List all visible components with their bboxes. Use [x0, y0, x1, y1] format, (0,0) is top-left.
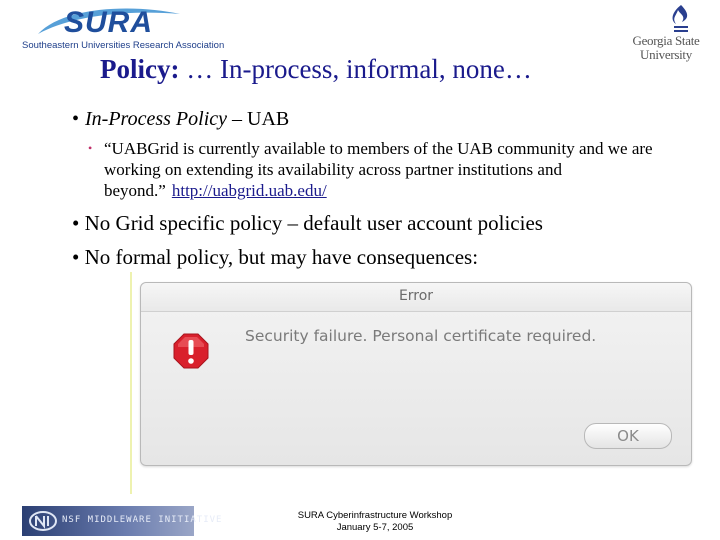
bullet-in-process-italic: In-Process Policy	[85, 108, 227, 130]
bullet-dot: •	[72, 108, 80, 130]
bullet-no-grid-policy-text: No Grid specific policy – default user account policies	[84, 211, 543, 235]
slide-title-rest: … In-process, informal, none…	[179, 54, 532, 84]
dialog-message: Security failure. Personal certificate required.	[245, 327, 597, 345]
decorative-vertical-line	[130, 272, 132, 494]
bullet-in-process	[72, 106, 702, 132]
sura-subtitle: Southeastern Universities Research Association	[22, 40, 225, 51]
sub-bullet-text: “UABGrid is currently available to members of the UAB community and we are working on extending its availability across partner institutions and beyond.”	[104, 139, 653, 200]
nsf-middleware-logo	[22, 506, 223, 536]
nsf-logo-text: NSF MIDDLEWARE INITIATIVE	[62, 515, 223, 525]
bullet-no-formal-policy-text: No formal policy, but may have consequences:	[84, 245, 479, 269]
slide-title-bold: Policy:	[100, 54, 180, 84]
footer-line1: SURA Cyberinfrastructure Workshop	[297, 510, 453, 521]
sub-bullet-dot: •	[88, 141, 93, 155]
gsu-logo-text	[618, 34, 714, 62]
dialog-title: Error	[398, 288, 434, 304]
bullet-no-grid-policy	[72, 211, 543, 236]
uabgrid-link[interactable]: http://uabgrid.uab.edu/	[171, 181, 327, 200]
footer-line2: January 5-7, 2005	[336, 522, 414, 533]
sub-bullet-quote	[88, 138, 694, 201]
gsu-logo-line2: University	[640, 47, 692, 62]
dialog-titlebar[interactable]	[141, 283, 691, 312]
error-dialog	[140, 282, 692, 466]
sura-logo	[20, 4, 230, 54]
ok-button[interactable]: OK	[584, 423, 672, 449]
bullet-no-formal-policy	[72, 245, 478, 270]
bullet-dot: •	[72, 245, 85, 269]
bullet-list	[72, 106, 702, 132]
flame-icon	[668, 4, 694, 34]
bullet-in-process-rest: – UAB	[227, 108, 290, 130]
gsu-logo-line1: Georgia State	[632, 33, 700, 48]
footer-caption	[270, 510, 480, 534]
bullet-dot: •	[72, 211, 85, 235]
sura-logo-text: SURA	[64, 6, 154, 39]
slide-title	[100, 54, 620, 85]
nmi-mark-icon	[28, 510, 58, 532]
error-icon	[173, 333, 209, 369]
gsu-logo	[618, 2, 714, 66]
